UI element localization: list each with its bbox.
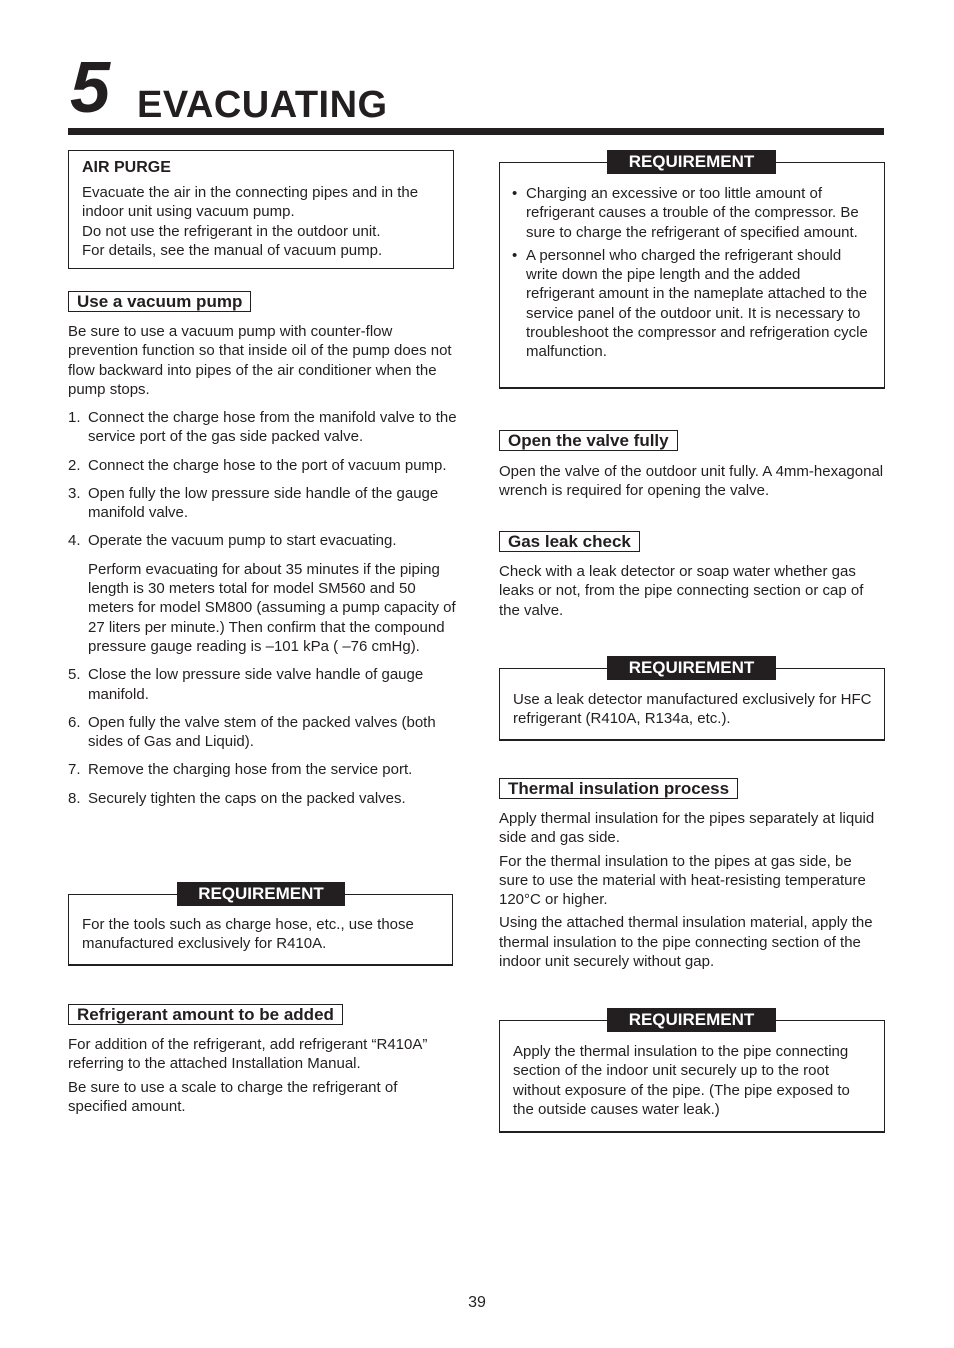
step-number: 8.: [68, 789, 81, 807]
requirement-label: REQUIREMENT: [607, 1008, 776, 1032]
step-number: 6.: [68, 713, 81, 731]
requirement-leak-text: Use a leak detector manufactured exclusively for HFC refrigerant (R410A, R134a, etc.).: [513, 691, 872, 728]
step-text: Securely tighten the caps on the packed valves.: [88, 789, 406, 807]
refrigerant-amount-paragraph: Be sure to use a scale to charge the refrigerant of specified amount.: [68, 1078, 398, 1115]
requirement-box-tools: [68, 884, 453, 966]
evacuation-steps: [68, 408, 458, 817]
page-number: 39: [468, 1294, 486, 1311]
section-heading-thermal: Thermal insulation process: [499, 778, 738, 799]
step-text: Open fully the low pressure side handle of the gauge manifold valve.: [88, 484, 439, 522]
requirement-tools-text: For the tools such as charge hose, etc., use those manufactured exclusively for R410A.: [82, 916, 414, 953]
requirement-charging-bullets: [512, 184, 872, 362]
step-number: 3.: [68, 484, 81, 502]
requirement-label: REQUIREMENT: [607, 656, 776, 680]
thermal-paragraph: Apply thermal insulation for the pipes separately at liquid side and gas side.: [499, 810, 875, 847]
step-text: Remove the charging hose from the service port.: [88, 761, 413, 779]
vacuum-pump-intro: Be sure to use a vacuum pump with counter-flow prevention function so that inside oil of the pump does not flow backward into pipes of the air conditioner when the pump stops.: [68, 323, 452, 398]
bullet-item: [512, 246, 872, 362]
bullet-text: A personnel who charged the refrigerant should write down the pipe length and the added refrigerant amount in the nameplate attached to the service panel of the outdoor unit. It is necessary to troubleshoot the compressor and refrigeration cycle malfunction.: [526, 246, 868, 361]
step-item: [68, 484, 458, 523]
requirement-label: REQUIREMENT: [177, 882, 345, 906]
air-purge-line-2: Do not use the refrigerant in the outdoor unit.: [82, 222, 381, 240]
air-purge-line-1: Evacuate the air in the connecting pipes and in the indoor unit using vacuum pump.: [82, 184, 419, 221]
step-item: [68, 665, 458, 704]
requirement-box-leak-detector: [499, 658, 885, 741]
step-number: 5.: [68, 666, 81, 684]
step-text: Open fully the valve stem of the packed valves (both sides of Gas and Liquid).: [88, 713, 436, 751]
thermal-paragraph: Using the attached thermal insulation material, apply the thermal insulation to the pipe connecting section of the indoor unit securely without gap.: [499, 914, 873, 971]
step-number: 1.: [68, 409, 81, 426]
step-item: [68, 531, 458, 656]
step-number: 7.: [68, 761, 81, 779]
refrigerant-amount-paragraph: For addition of the refrigerant, add refrigerant “R410A” referring to the attached Installation Manual.: [68, 1036, 428, 1073]
section-heading-open-valve: Open the valve fully: [499, 430, 678, 451]
section-heading-gas-leak: Gas leak check: [499, 531, 640, 552]
refrigerant-amount-body: [68, 1035, 458, 1116]
step-number: 4.: [68, 532, 81, 550]
chapter-number: 5: [70, 48, 111, 128]
requirement-thermal-text: Apply the thermal insulation to the pipe connecting section of the indoor unit securely up to the root without exposure of the pipe. (The pipe exposed to the outside causes water leak.): [513, 1043, 850, 1118]
thermal-body: [499, 809, 885, 971]
step-sub-text: Perform evacuating for about 35 minutes if the piping length is 30 meters total for model SM560 and 50 meters for model SM800 (assuming a pump capacity of 27 liters per minute.) Then confirm that the compound pressure gauge reading is –101 kPa ( –76 cmHg).: [88, 560, 456, 655]
bullet-dot: •: [512, 246, 518, 264]
air-purge-line-3: For details, see the manual of vacuum pump.: [82, 241, 383, 259]
bullet-text: Charging an excessive or too little amount of refrigerant causes a trouble of the compressor. Be sure to charge the refrigerant of specified amount.: [526, 185, 859, 241]
gas-leak-text: Check with a leak detector or soap water whether gas leaks or not, from the pipe connecting section or cap of the valve.: [499, 563, 864, 619]
step-text: Connect the charge hose from the manifold valve to the service port of the gas side packed valve.: [88, 409, 457, 446]
bullet-dot: •: [512, 185, 518, 202]
header-rule: [68, 128, 884, 135]
step-item: [68, 456, 458, 475]
step-text: Close the low pressure side valve handle of gauge manifold.: [88, 666, 424, 703]
section-heading-refrigerant-amount: Refrigerant amount to be added: [68, 1004, 343, 1025]
requirement-label: REQUIREMENT: [607, 150, 776, 174]
chapter-title: EVACUATING: [137, 84, 388, 126]
step-text: Connect the charge hose to the port of vacuum pump.: [88, 456, 447, 474]
bullet-item: [512, 184, 872, 242]
step-item: [68, 760, 458, 779]
step-item: [68, 408, 458, 447]
thermal-paragraph: For the thermal insulation to the pipes at gas side, be sure to use the material with heat-resisting temperature 120°C or higher.: [499, 852, 866, 909]
step-text: Operate the vacuum pump to start evacuating.: [88, 532, 397, 550]
air-purge-box: [68, 150, 454, 269]
step-item: [68, 789, 458, 808]
requirement-box-charging: [499, 152, 885, 389]
requirement-box-thermal: [499, 1010, 885, 1133]
step-number: 2.: [68, 456, 81, 474]
open-valve-text: Open the valve of the outdoor unit fully. A 4mm-hexagonal wrench is required for opening the valve.: [499, 463, 884, 500]
step-item: [68, 713, 458, 752]
section-heading-vacuum-pump: Use a vacuum pump: [68, 291, 251, 312]
air-purge-title: AIR PURGE: [82, 159, 171, 176]
